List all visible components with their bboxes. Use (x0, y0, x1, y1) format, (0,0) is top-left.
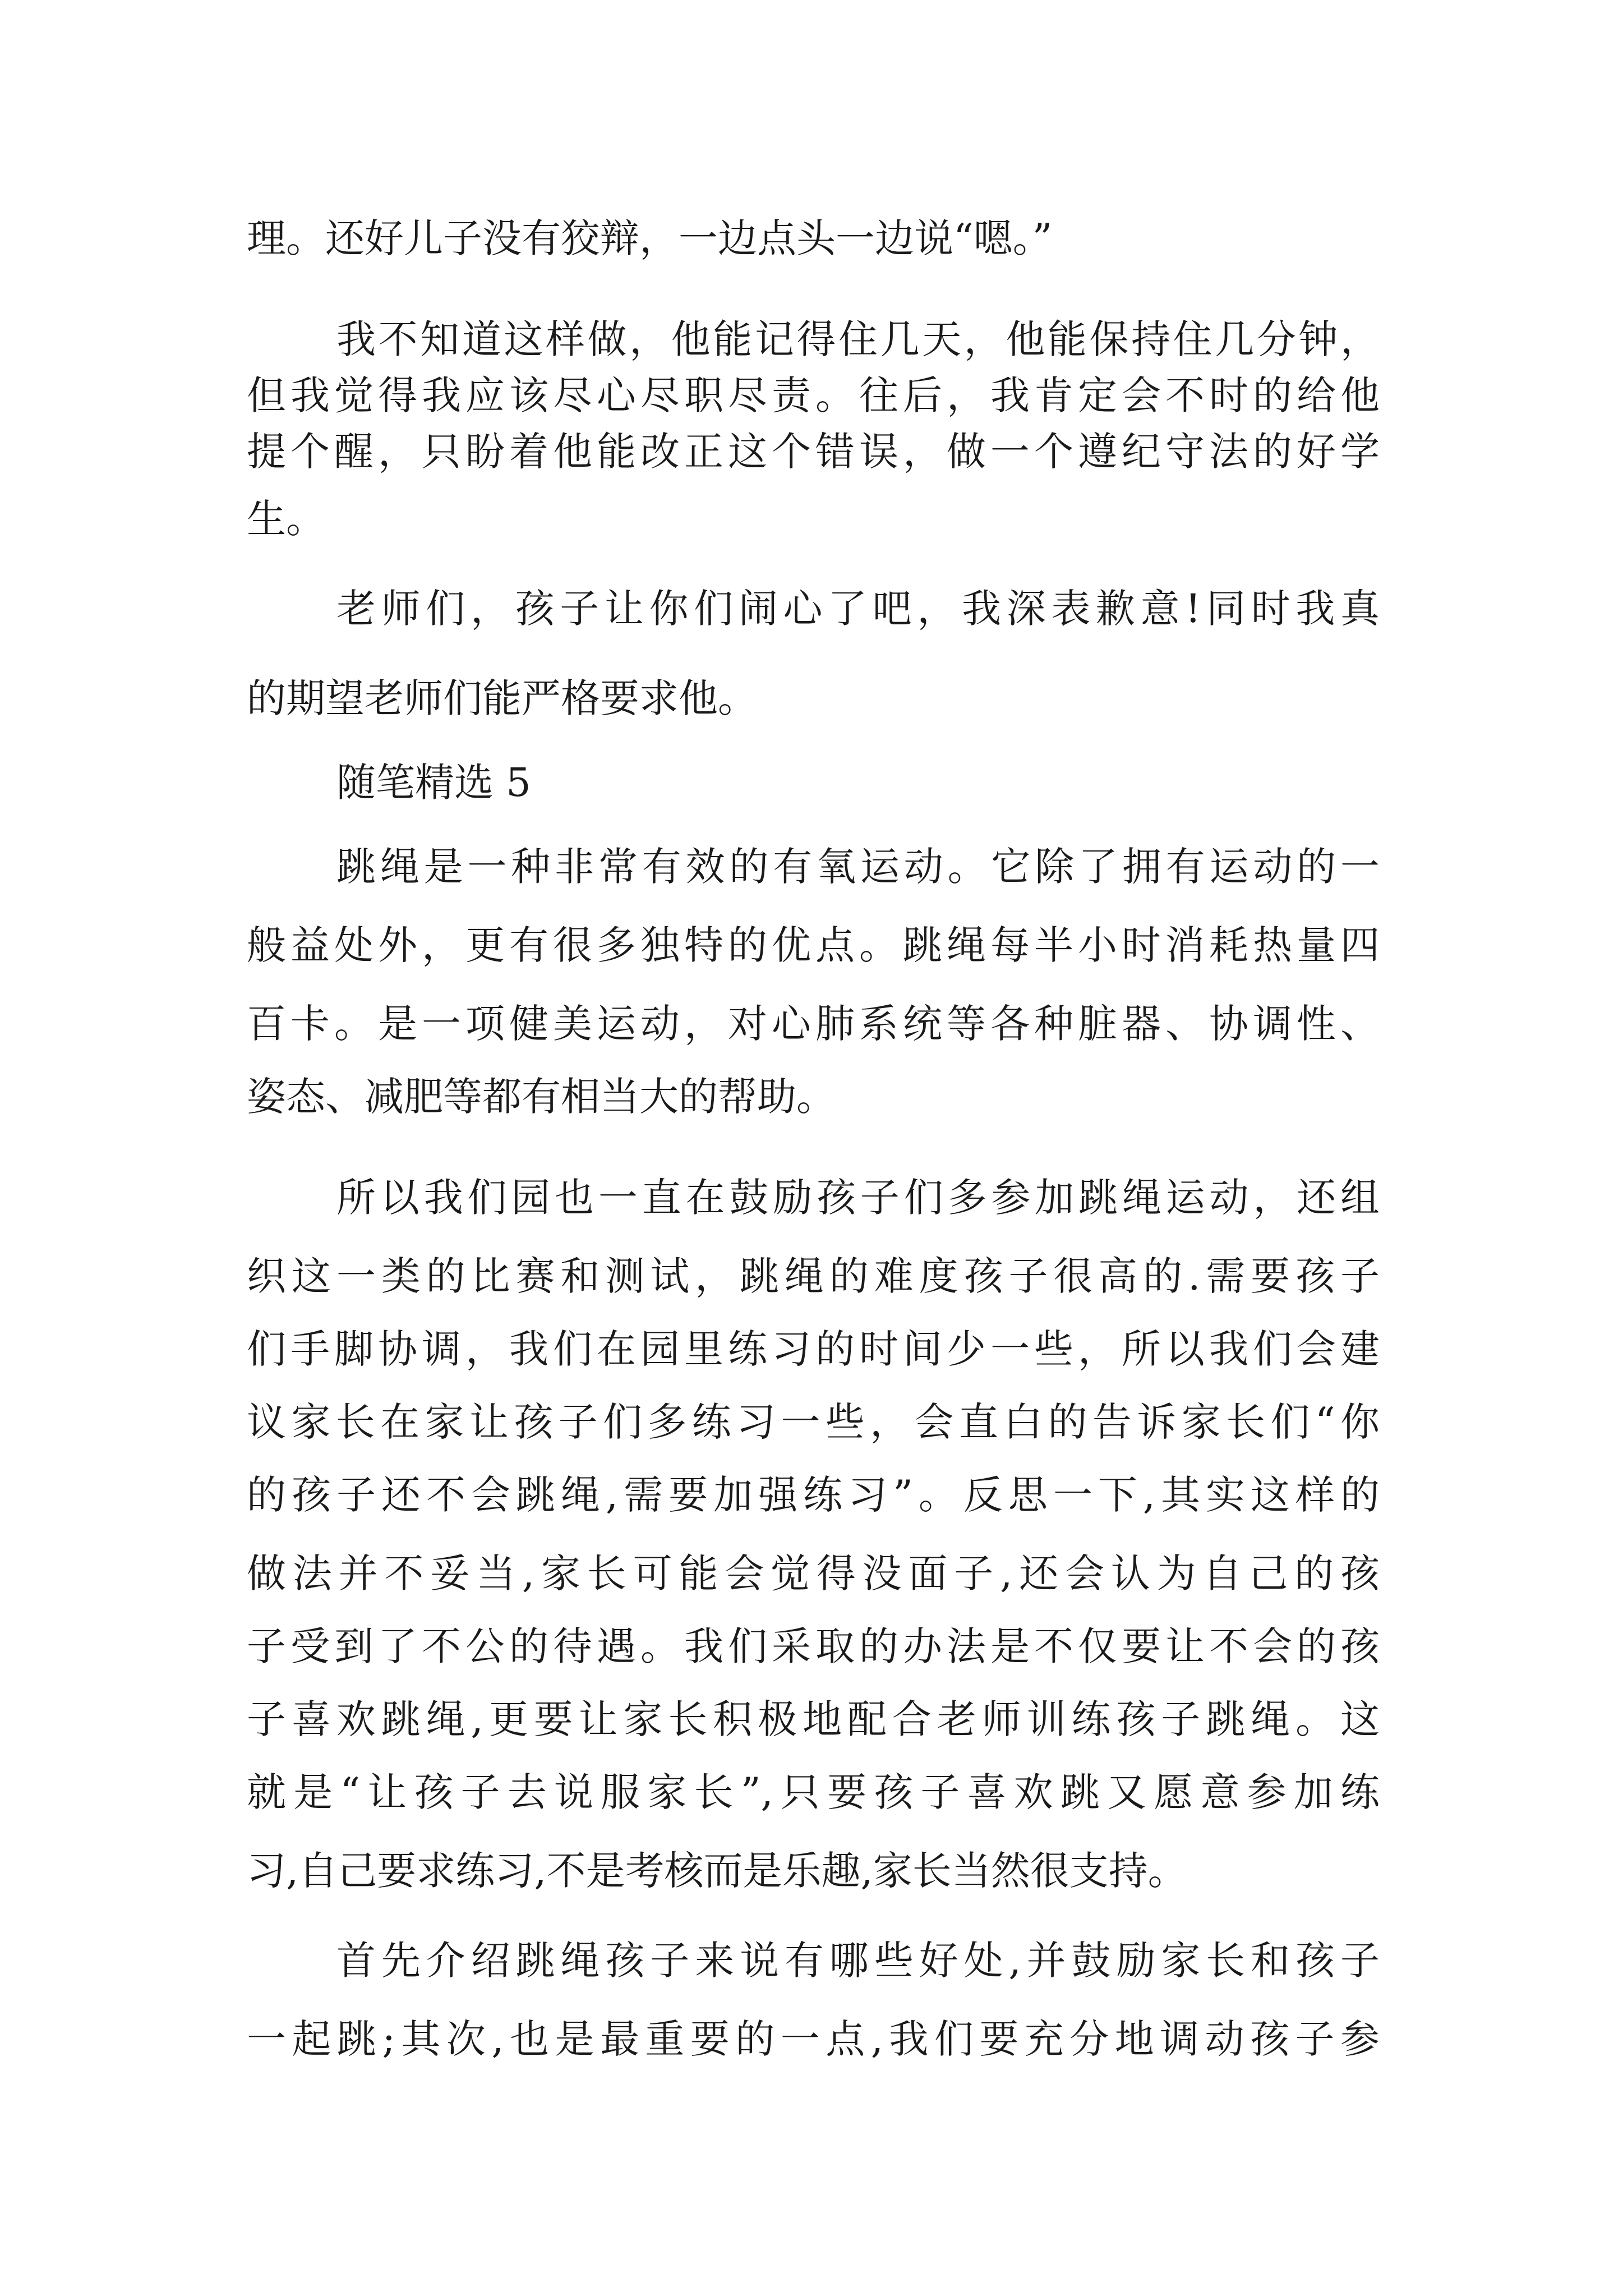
text-line: 百卡。是一项健美运动，对心肺系统等各种脏器、协调性、 (247, 1001, 1380, 1047)
text-line: 老师们，孩子让你们闹心了吧，我深表歉意!同时我真 (336, 586, 1380, 632)
text-line: 所以我们园也一直在鼓励孩子们多参加跳绳运动，还组 (336, 1175, 1380, 1221)
text-line: 子受到了不公的待遇。我们采取的办法是不仅要让不会的孩 (247, 1623, 1380, 1669)
text-line: 生。 (247, 496, 325, 542)
text-line: 首先介绍跳绳孩子来说有哪些好处,并鼓励家长和孩子 (336, 1938, 1380, 1984)
text-line: 子喜欢跳绳,更要让家长积极地配合老师训练孩子跳绳。这 (247, 1696, 1380, 1742)
text-line: 就是“让孩子去说服家长”,只要孩子喜欢跳又愿意参加练 (247, 1769, 1380, 1815)
text-line: 们手脚协调，我们在园里练习的时间少一些，所以我们会建 (247, 1326, 1380, 1372)
text-line: 一起跳;其次,也是最重要的一点,我们要充分地调动孩子参 (247, 2016, 1380, 2062)
section-heading: 随笔精选 5 (336, 760, 531, 806)
text-line: 但我觉得我应该尽心尽职尽责。往后，我肯定会不时的给他 (247, 372, 1380, 418)
text-line: 理。还好儿子没有狡辩，一边点头一边说“嗯。” (247, 215, 1053, 261)
text-line: 提个醒，只盼着他能改正这个错误，做一个遵纪守法的好学 (247, 429, 1380, 475)
text-line: 跳绳是一种非常有效的有氧运动。它除了拥有运动的一 (336, 844, 1380, 890)
text-line: 般益处外，更有很多独特的优点。跳绳每半小时消耗热量四 (247, 922, 1380, 968)
text-line: 的孩子还不会跳绳,需要加强练习”。反思一下,其实这样的 (247, 1472, 1380, 1518)
text-line: 做法并不妥当,家长可能会觉得没面子,还会认为自己的孩 (247, 1550, 1380, 1596)
text-line: 姿态、减肥等都有相当大的帮助。 (247, 1074, 836, 1120)
text-line: 我不知道这样做，他能记得住几天，他能保持住几分钟， (336, 316, 1380, 362)
text-line: 习,自己要求练习,不是考核而是乐趣,家长当然很支持。 (247, 1848, 1187, 1894)
text-line: 议家长在家让孩子们多练习一些，会直白的告诉家长们“你 (247, 1399, 1380, 1445)
text-line: 的期望老师们能严格要求他。 (247, 675, 757, 721)
text-line: 织这一类的比赛和测试，跳绳的难度孩子很高的.需要孩子 (247, 1253, 1380, 1299)
